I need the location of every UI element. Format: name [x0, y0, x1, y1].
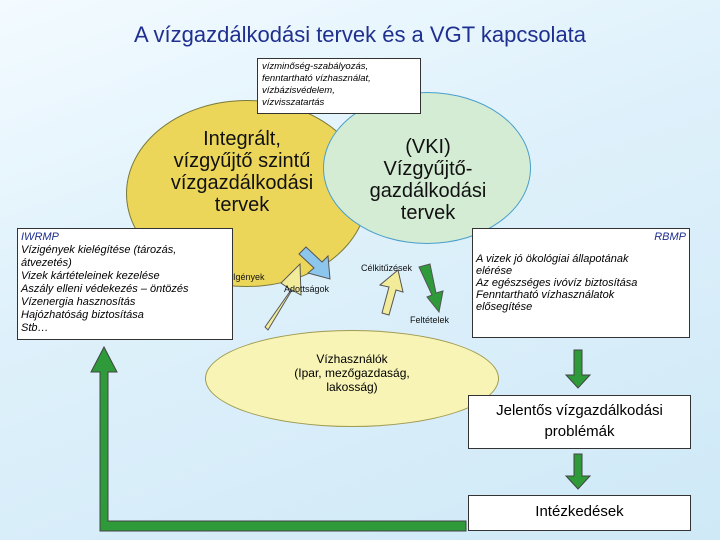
right-ellipse-line: Vízgyűjtő-	[383, 158, 473, 180]
iwrmp-line: átvezetés)	[21, 257, 72, 269]
top-note-line: vízbázisvédelem,	[262, 85, 335, 96]
igenyek-label: Igények	[233, 272, 265, 282]
page-title: A vízgazdálkodási tervek és a VGT kapcsolata	[133, 22, 587, 47]
iwrmp-line: Hajózhatóság biztosítása	[21, 309, 144, 321]
rbmp-line: elérése	[476, 265, 513, 277]
iwrmp-title: IWRMP	[21, 231, 59, 243]
rbmp-box	[472, 228, 690, 338]
feltetelek-arrow	[419, 264, 443, 312]
iwrmp-line: Vízigények kielégítése (tározás,	[21, 244, 177, 256]
top-note-line: fenntartható vízhasználat,	[262, 73, 371, 84]
left-ellipse-line: tervek	[214, 194, 270, 216]
problems-line: Jelentős vízgazdálkodási	[496, 402, 663, 419]
top-note-line: vízvisszatartás	[262, 97, 325, 108]
bottom-ellipse-line: lakosság)	[326, 380, 378, 394]
rbmp-title: RBMP	[654, 231, 686, 243]
rbmp-line: elősegítése	[476, 301, 533, 313]
problems-box	[468, 395, 691, 449]
bottom-ellipse-text	[262, 352, 442, 394]
down-arrow-measures	[566, 454, 590, 489]
down-arrow-problems	[566, 350, 590, 388]
left-ellipse-line: vízgyűjtő szintű	[173, 150, 311, 172]
right-ellipse-line: tervek	[400, 202, 456, 224]
iwrmp-line: Stb…	[21, 322, 49, 334]
igenyek-arrow	[265, 264, 301, 330]
iwrmp-line: Vizek kártételeinek kezelése	[21, 270, 160, 282]
left-ellipse-line: Integrált,	[203, 128, 281, 150]
rbmp-line: Az egészséges ivóvíz biztosítása	[476, 277, 638, 289]
celkituzesek-label: Célkitűzések	[361, 263, 413, 273]
bottom-ellipse-line: Vízhasználók	[316, 352, 388, 366]
adottsagok-arrow	[299, 247, 330, 279]
top-note-line: vízminőség-szabályozás,	[262, 61, 369, 72]
rbmp-line: A vizek jó ökológiai állapotának	[476, 253, 629, 265]
bottom-ellipse-line: (Ipar, mezőgazdaság,	[294, 366, 410, 380]
right-ellipse-line: (VKI)	[405, 136, 451, 158]
feltetelek-label: Feltételek	[410, 315, 450, 325]
iwrmp-box	[17, 228, 233, 340]
celkituzesek-arrow	[380, 270, 403, 315]
iwrmp-line: Aszály elleni védekezés – öntözés	[21, 283, 189, 295]
measures-box: Intézkedések	[468, 495, 691, 531]
right-ellipse-line: gazdálkodási	[369, 180, 487, 202]
rbmp-line: Fenntartható vízhasználatok	[476, 289, 615, 301]
adottsagok-label: Adottságok	[284, 284, 330, 294]
problems-line: problémák	[544, 423, 615, 440]
iwrmp-line: Vízenergia hasznosítás	[21, 296, 136, 308]
left-ellipse-line: vízgazdálkodási	[170, 172, 314, 194]
